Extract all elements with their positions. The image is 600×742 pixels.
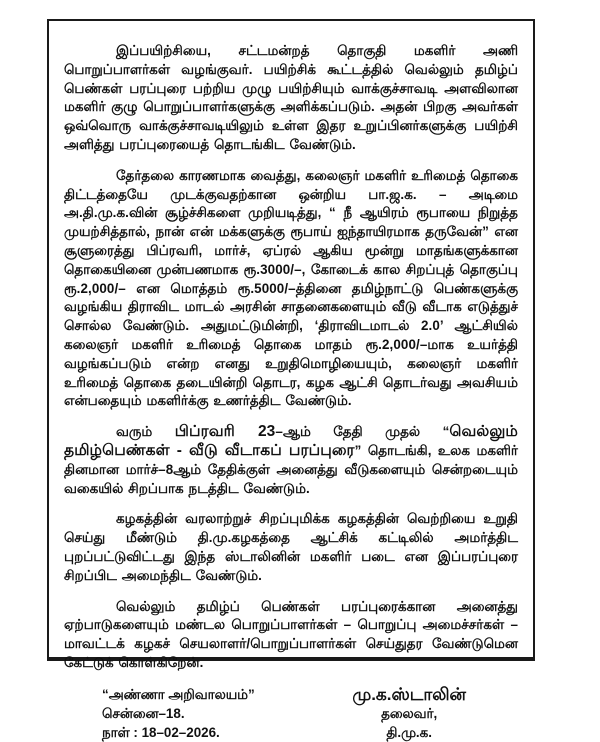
body-text: ” தொடங்கி, உலக மகளிர் தினமான மார்ச்–8ஆம் தேதிக்குள் அனைத்து வீடுகளையும் சென்றடையும் வகையில் சிறப்பாக நடத்திட வேண்டும். [64,442,518,496]
paragraph-5 [64,598,518,673]
signature-left [102,685,255,742]
body-text: கழகத்தின் வரலாற்றுச் சிறப்புமிக்க கழகத்தின் வெற்றியை உறுதி செய்து மீண்டும் தி.மு.கழகத்தை ஆட்சிக் கட்டிலில் அமர்த்திட புறப்பட்டுவிட்டது இந்த ஸ்டாலினின் மகளிர் படை என இப்பரப்புரை சிறப்பிட அமைந்திட வேண்டும். [64,511,518,583]
document-body [64,42,518,673]
paragraph-4 [64,510,518,585]
document-frame [47,19,535,740]
signatory-role: தலைவர், [381,705,438,721]
body-text: தேர்தலை காரணமாக வைத்து, கலைஞர் மகளிர் உரிமைத் தொகை திட்டத்தையே முடக்குவதற்கான ஒன்றிய பா.ஜ.க. – அடிமை அ.தி.மு.க.வின் சூழ்ச்சிகளை முறியடித்து, “ நீ ஆயிரம் ரூபாயை நிறுத்த முயற்சித்தால், நான் என் மக்களுக்கு ரூபாய் ஐந்தாயிரமாக தருவேன்” என சூளுரைத்து பிப்ரவரி, மார்ச், ஏப்ரல் ஆகிய மூன்று மாதங்களுக்கான தொகையினை முன்பணமாக ரூ.3000/–, கோடைக் கால சிறப்புத் தொகுப்பு ரூ.2,000/– என மொத்தம் ரூ.5000/–த்தினை தமிழ்நாட்டு பெண்களுக்கு வழங்கிய திராவிட மாடல் அரசின் சாதனைகளையும் வீடு வீடாக எடுத்துச் சொல்ல வேண்டும். அதுமட்டுமின்றி, ‘திராவிடமாடல் 2.0’ ஆட்சியில் கலைஞர் மகளிர் உரிமைத் தொகை மாதம் ரூ.2,000/–மாக உயர்த்தி வழங்கப்படும் என்ற எனது உறுதிமொழியையும், கலைஞர் மகளிர் உரிமைத் தொகை தடையின்றி தொடர, கழக ஆட்சி தொடர்வது அவசியம் என்பதையும் மகளிர்க்கு உணர்த்திட வேண்டும். [64,167,518,409]
body-text: வெல்லும் தமிழ்ப் பெண்கள் பரப்புரைக்கான அனைத்து ஏற்பாடுகளையும் மண்டல பொறுப்பாளர்கள் – பொறுப்பு அமைச்சர்கள் – மாவட்டக் கழகச் செயலாளர்/பொறுப்பாளர்கள் செய்துதர வேண்டுமென கேட்டுக் கொள்கிறேன். [64,598,518,670]
paragraph-1 [64,42,518,155]
body-text: –ஆம் தேதி முதல் “ [275,424,450,440]
signatory-name: மு.க.ஸ்டாலின் [352,684,466,704]
emphasis-text: பிப்ரவரி 23 [174,423,276,441]
signatory-party: தி.மு.க. [386,724,432,740]
emphasis-text: வெல்லும் தமிழ்பெண்கள் - வீடு வீடாகப் பரப்புரை [64,423,518,459]
signature-place: “அண்ணா அறிவாலயம்” [102,686,255,702]
paragraph-3 [64,423,518,498]
signature-block [64,685,518,742]
body-text: வரும் [116,424,175,440]
signature-city: சென்னை–18. [102,705,185,721]
signature-right [352,685,466,742]
paragraph-2 [64,167,518,411]
body-text: இப்பயிற்சியை, சட்டமன்றத் தொகுதி மகளிர் அணி பொறுப்பாளர்கள் வழங்குவர். பயிற்சிக் கூட்டத்தில் வெல்லும் தமிழ்ப் பெண்கள் பரப்புரை பற்றிய முழு பயிற்சியும் வாக்குச்சாவடி அளவிலான மகளிர் குழு பொறுப்பாளர்களுக்கு அளிக்கப்படும். அதன் பிறகு அவர்கள் ஒவ்வொரு வாக்குச்சாவடியிலும் உள்ள இதர உறுப்பினர்களுக்கு பயிற்சி அளித்து பரப்புரையைத் தொடங்கிட வேண்டும். [64,43,518,152]
signature-date: நாள் : 18–02–2026. [102,724,220,740]
